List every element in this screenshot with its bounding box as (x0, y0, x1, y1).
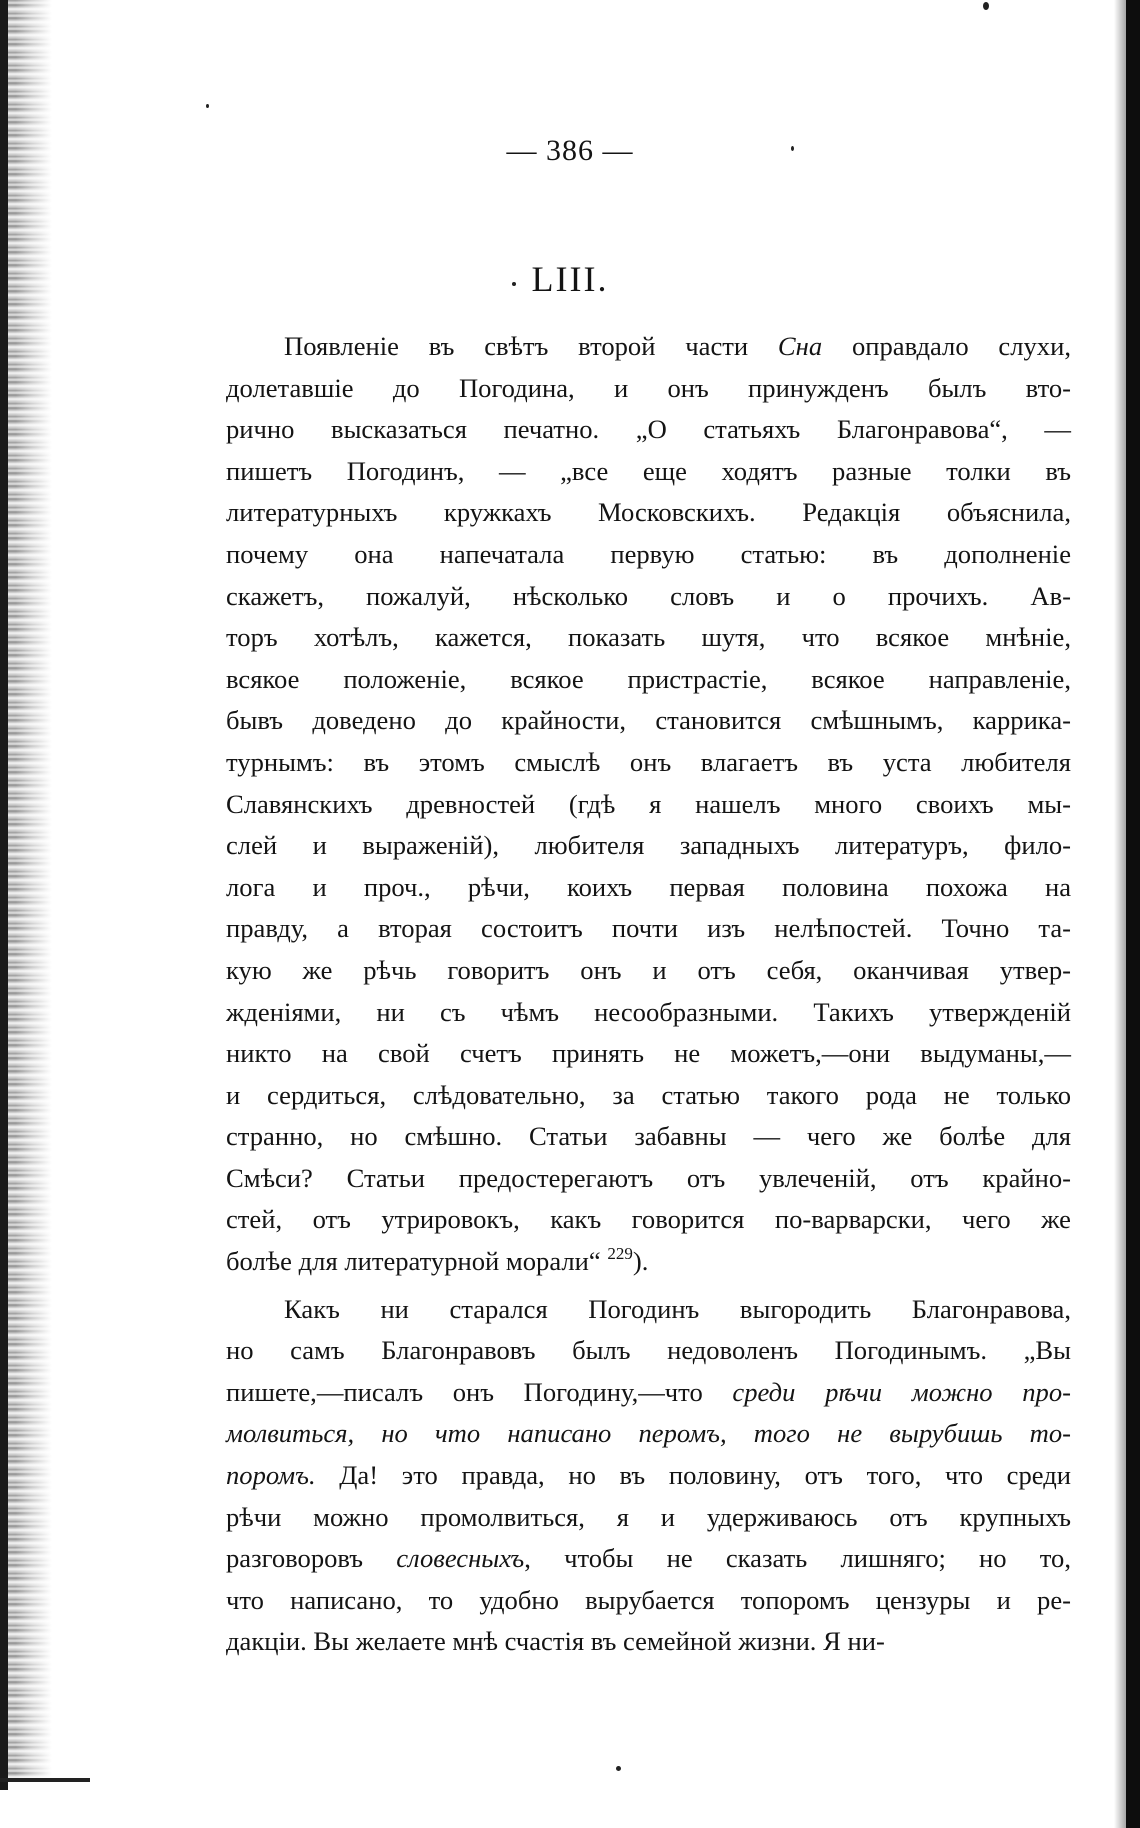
italic-run: поромъ. (226, 1460, 316, 1491)
text-run: стей, отъ утрировокъ, какъ говорится по-варварски, чего же (226, 1204, 1071, 1235)
chapter-heading: LIII. (531, 259, 609, 299)
text-run: странно, но смѣшно. Статьи забавны — чего же болѣе для (226, 1121, 1071, 1152)
scan-bottom-mark (0, 1778, 90, 1782)
text-run: Какъ ни старался Погодинъ выгородить Благонравова, (284, 1293, 1071, 1324)
text-line (226, 659, 1071, 701)
text-run: всякое положеніе, всякое пристрастіе, всякое направленіе, (226, 663, 1071, 694)
text-line (226, 1158, 1071, 1200)
text-line (226, 1199, 1071, 1241)
text-line (226, 617, 1071, 659)
text-run: бывъ доведено до крайности, становится смѣшнымъ, каррика- (226, 705, 1071, 736)
text-line (226, 867, 1071, 909)
text-line (226, 451, 1071, 493)
text-line (226, 1497, 1071, 1539)
text-run: Смѣси? Статьи предостерегаютъ отъ увлеченій, отъ крайно- (226, 1162, 1071, 1193)
text-run: торъ хотѣлъ, кажется, показать шутя, что всякое мнѣніе, (226, 622, 1071, 653)
text-run: и сердиться, слѣдовательно, за статью такого рода не только (226, 1079, 1071, 1110)
footnote-ref: 229 (607, 1244, 633, 1264)
text-line (226, 992, 1071, 1034)
text-line (226, 1455, 1071, 1497)
text-run: литературныхъ кружкахъ Московскихъ. Редакція объяснила, (226, 497, 1071, 528)
text-run: пишете,—писалъ онъ Погодину,—что (226, 1376, 733, 1407)
text-run: рично высказаться печатно. „О статьяхъ Благонравова“, — (226, 414, 1071, 445)
text-run: что написано, то удобно вырубается топоромъ цензуры и ре- (226, 1584, 1071, 1615)
text-line (226, 1621, 1071, 1663)
text-run: дакціи. Вы желаете мнѣ счастія въ семейной жизни. Я ни- (226, 1626, 885, 1657)
text-line (226, 1075, 1071, 1117)
text-line (226, 950, 1071, 992)
italic-run: среди рѣчи можно про- (732, 1376, 1071, 1407)
text-line (226, 1538, 1071, 1580)
text-run: почему она напечатала первую статью: въ дополненіе (226, 538, 1071, 569)
scan-speck (206, 104, 209, 108)
text-line (226, 492, 1071, 534)
text-run: ). (632, 1246, 649, 1277)
italic-run: словесныхъ (396, 1543, 525, 1574)
text-run: Появленіе въ свѣтъ второй части (284, 331, 778, 361)
paragraph (226, 1289, 1071, 1663)
text-run: скажетъ, пожалуй, нѣсколько словъ и о прочихъ. Ав- (226, 580, 1071, 611)
text-line (226, 908, 1071, 950)
text-line (226, 1372, 1071, 1414)
text-line (226, 1116, 1071, 1158)
text-line (226, 1580, 1071, 1622)
text-run: долетавшіе до Погодина, и онъ принужденъ былъ вто- (226, 372, 1071, 403)
text-line (226, 368, 1071, 410)
text-run: болѣе для литературной морали“ (226, 1246, 608, 1277)
text-line (226, 825, 1071, 867)
text-line (226, 326, 1071, 368)
text-line (226, 1330, 1071, 1372)
text-line (226, 1413, 1071, 1455)
text-run: кую же рѣчь говоритъ онъ и отъ себя, оканчивая утвер- (226, 954, 1071, 985)
text-line (226, 1289, 1071, 1331)
text-run: слей и выраженій), любителя западныхъ литературъ, фило- (226, 830, 1071, 861)
scan-speck (983, 2, 989, 10)
text-run: пишетъ Погодинъ, — „все еще ходятъ разные толки въ (226, 455, 1071, 486)
text-line (226, 576, 1071, 618)
text-run: рѣчи можно промолвиться, я и удерживаюсь отъ крупныхъ (226, 1501, 1071, 1532)
text-run: лога и проч., рѣчи, коихъ первая половина похожа на (226, 871, 1071, 902)
paragraph (226, 326, 1071, 1283)
text-run: разговоровъ (226, 1543, 397, 1574)
text-line (226, 742, 1071, 784)
text-line (226, 700, 1071, 742)
text-run: никто на свой счетъ принять не можетъ,—они выдуманы,— (226, 1038, 1071, 1069)
text-run: турнымъ: въ этомъ смыслѣ онъ влагаетъ въ уста любителя (226, 746, 1071, 777)
scan-speck (616, 1766, 621, 1771)
text-run: , чтобы не сказать лишняго; но то, (524, 1543, 1071, 1574)
text-run: правду, а вторая состоитъ почти изъ нелѣпостей. Точно та- (226, 913, 1071, 944)
italic-run: молвиться, но что написано перомъ, того не вырубишь то- (226, 1418, 1071, 1449)
italic-run: Сна (777, 331, 823, 361)
text-run: Да! это правда, но въ половину, отъ того, что среди (315, 1460, 1071, 1491)
text-line (226, 784, 1071, 826)
text-run: Славянскихъ древностей (гдѣ я нашелъ много своихъ мы- (226, 788, 1071, 819)
text-run: но самъ Благонравовъ былъ недоволенъ Погодинымъ. „Вы (226, 1335, 1071, 1366)
page-number: — 386 — (506, 134, 634, 167)
text-line (226, 1033, 1071, 1075)
text-line (226, 1241, 1071, 1283)
text-run: жденіями, ни съ чѣмъ несообразными. Такихъ утвержденій (226, 996, 1071, 1027)
text-run: оправдало слухи, (822, 331, 1071, 361)
body-text (226, 326, 1071, 1663)
text-line (226, 534, 1071, 576)
text-line (226, 409, 1071, 451)
